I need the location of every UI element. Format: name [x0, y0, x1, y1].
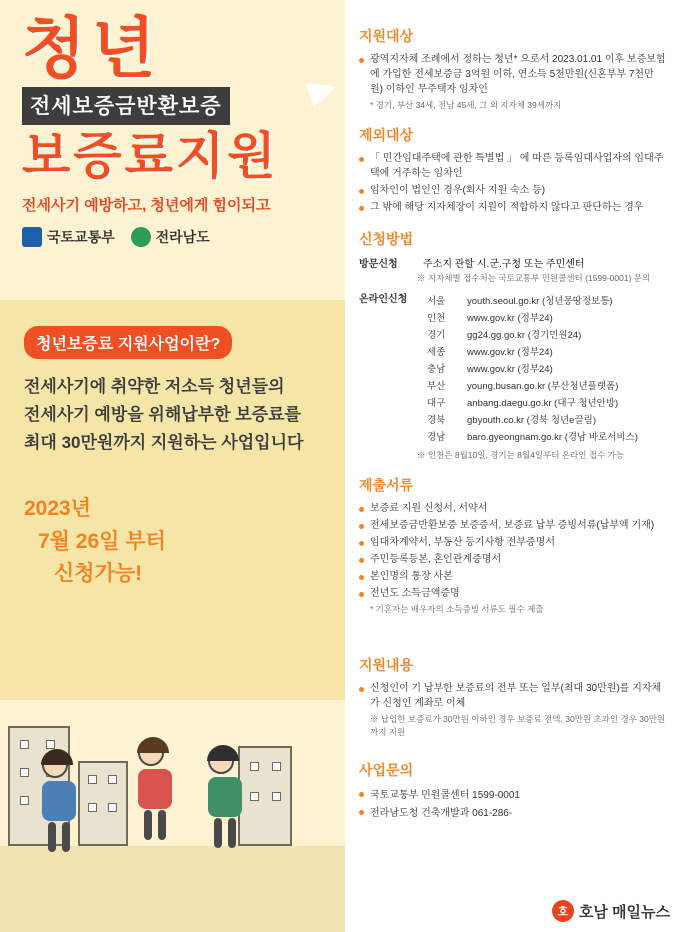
person-body-icon	[208, 777, 242, 817]
logo-molit-label: 국토교통부	[47, 229, 115, 246]
person-head-icon	[208, 748, 234, 774]
window-icon	[46, 740, 55, 749]
region-cell: 인천	[427, 313, 446, 325]
section-contact	[359, 760, 666, 819]
list-item: 전세보증금반환보증 보증증서, 보증료 납부 증빙서류(납부액 기재)	[359, 518, 666, 533]
section-support-note: ※ 납입한 보증료가 30만원 이하인 경우 보증료 전액, 30만원 초과인 경우 30만원까지 지원	[370, 714, 666, 737]
url-cell[interactable]: gg24.gg.go.kr (경기민원24)	[467, 330, 582, 342]
contact-item: 전라남도청 건축개발과 061-286-	[359, 804, 666, 819]
apply-visit-row	[359, 255, 666, 270]
section-support	[359, 655, 666, 738]
poster-title-primary: 청년	[22, 11, 162, 85]
date-line-year: 2023년	[24, 497, 92, 521]
logo-jeonnam-label: 전라남도	[155, 229, 210, 246]
title-block	[22, 11, 342, 247]
table-row	[423, 360, 642, 377]
url-cell[interactable]: youth.seoul.go.kr (청년몽땅정보통)	[467, 296, 613, 308]
window-icon	[250, 792, 259, 801]
section-target-note: * 경기, 부산 34세, 전남 45세, 그 외 지자체 39세까지	[370, 100, 562, 110]
apply-visit-value: 주소지 관할 시.군.구청 또는 주민센터	[423, 259, 585, 271]
summary-line-3: 최대 30만원까지 지원하는 사업입니다	[24, 433, 304, 453]
building-right	[238, 746, 292, 846]
list-item: 신청인이 기 납부한 보증료의 전부 또는 일부(최대 30만원)를 지자체가 신청인 계좌로 이체	[359, 681, 666, 711]
region-cell: 부산	[427, 381, 446, 393]
person-head-icon	[42, 752, 68, 778]
region-cell: 경기	[427, 330, 446, 342]
right-column	[345, 0, 680, 932]
section-documents	[359, 475, 666, 615]
poster-header	[0, 0, 345, 300]
list-item: 임대차계약서, 부동산 등기사항 전부증명서	[359, 535, 666, 550]
url-cell[interactable]: www.gov.kr (정부24)	[467, 313, 553, 325]
section-exclusion-list	[359, 151, 666, 215]
window-icon	[20, 796, 29, 805]
section-support-title: 지원내용	[359, 657, 414, 674]
list-item: 광역지자체 조례에서 정하는 청년* 으로서 2023.01.01 이후 보증보험에 가입한 전세보증금 3억원 이하, 연소득 5천만원(신혼부부 7천만원) 이하인 무주택자 임차인	[359, 52, 666, 97]
apply-visit-label: 방문신청	[359, 259, 398, 271]
person-illustration	[208, 748, 242, 817]
contact-item: 국토교통부 민원콜센터 1599-0001	[359, 786, 666, 801]
table-row	[423, 411, 642, 428]
region-cell: 충남	[427, 364, 446, 376]
list-item: 주민등록등본, 혼인관계증명서	[359, 552, 666, 567]
logo-molit	[22, 227, 115, 247]
url-cell[interactable]: young.busan.go.kr (부산청년플랫폼)	[467, 381, 619, 393]
hair-icon	[41, 749, 73, 765]
program-summary-text	[24, 373, 321, 457]
hair-icon	[207, 745, 239, 761]
person-leg-icon	[228, 818, 236, 848]
list-item: 보증료 지원 신청서, 서약서	[359, 501, 666, 516]
window-icon	[272, 792, 281, 801]
apply-online-table	[423, 292, 642, 445]
summary-line-2: 전세사기 예방을 위해납부한 보증료를	[24, 405, 301, 425]
watermark-label: 호남 매일뉴스	[578, 903, 670, 921]
date-line-action: 신청가능!	[54, 562, 143, 586]
section-target-list	[359, 52, 666, 97]
window-icon	[20, 740, 29, 749]
person-head-icon	[138, 740, 164, 766]
watermark	[552, 900, 670, 922]
table-row	[423, 309, 642, 326]
building-mid	[78, 761, 128, 846]
program-summary-badge: 청년보증료 지원사업이란?	[24, 326, 232, 359]
list-item: 그 밖에 해당 지자체장이 지원이 적합하지 않다고 판단하는 경우	[359, 200, 666, 215]
summary-line-1: 전세사기에 취약한 저소득 청년들의	[24, 377, 285, 396]
section-documents-title: 제출서류	[359, 476, 414, 493]
url-cell[interactable]: www.gov.kr (정부24)	[467, 364, 553, 376]
list-item: 전년도 소득금액증명	[359, 586, 666, 601]
table-row	[423, 428, 642, 445]
window-icon	[250, 762, 259, 771]
apply-visit-note: ※ 지자체별 접수처는 국토교통부 민원콜센터 (1599-0001) 문의	[417, 273, 651, 284]
person-body-icon	[42, 781, 76, 821]
list-item: 본인명의 통장 사본	[359, 569, 666, 584]
table-row	[423, 292, 642, 309]
person-illustration	[138, 740, 172, 809]
section-apply-title: 신청방법	[359, 231, 414, 248]
person-leg-icon	[144, 810, 152, 840]
region-cell: 서울	[427, 296, 446, 308]
apply-online-row	[359, 290, 666, 445]
illustration-band	[0, 700, 345, 932]
window-icon	[20, 768, 29, 777]
section-exclusion-title: 제외대상	[359, 127, 414, 144]
url-cell[interactable]: gbyouth.co.kr (경북 청년e끌림)	[467, 415, 596, 427]
region-cell: 세종	[427, 347, 446, 359]
section-target	[359, 26, 666, 111]
apply-online-label: 온라인신청	[359, 293, 408, 305]
list-item: 임차인이 법인인 경우(회사 지원 숙소 등)	[359, 183, 666, 198]
table-row	[423, 326, 642, 343]
url-cell[interactable]: www.gov.kr (정부24)	[467, 347, 553, 359]
logo-jeonnam	[131, 227, 210, 247]
hair-icon	[137, 737, 169, 753]
section-documents-list	[359, 501, 666, 601]
poster-tagline: 전세사기 예방하고, 청년에게 힘이되고	[22, 197, 271, 215]
person-leg-icon	[48, 822, 56, 852]
url-cell[interactable]: baro.gyeongnam.go.kr (경남 바로서비스)	[467, 432, 638, 444]
list-item: 「 민간임대주택에 관한 특별법 」 에 따른 등록임대사업자의 임대주택에 거주하는 임차인	[359, 151, 666, 181]
watermark-logo-icon: 호	[552, 900, 574, 922]
region-cell: 경북	[427, 415, 446, 427]
person-body-icon	[138, 769, 172, 809]
window-icon	[88, 775, 97, 784]
person-leg-icon	[62, 822, 70, 852]
person-leg-icon	[214, 818, 222, 848]
jeonnam-emblem-icon	[131, 227, 151, 247]
section-contact-title: 사업문의	[359, 761, 414, 778]
government-emblem-icon	[22, 227, 42, 247]
table-row	[423, 377, 642, 394]
region-cell: 경남	[427, 432, 446, 444]
window-icon	[88, 803, 97, 812]
apply-online-note: ※ 인천은 8월10일, 경기는 8월4일부터 온라인 접수 가능	[417, 449, 625, 460]
section-documents-note: * 기혼자는 배우자의 소득증빙 서류도 필수 제출	[370, 603, 544, 614]
section-support-list	[359, 681, 666, 711]
person-leg-icon	[158, 810, 166, 840]
person-illustration	[42, 752, 76, 821]
region-cell: 대구	[427, 398, 446, 410]
poster-title-bar: 전세보증금반환보증	[22, 87, 230, 125]
table-row	[423, 394, 642, 411]
window-icon	[108, 803, 117, 812]
url-cell[interactable]: anbang.daegu.go.kr (대구 청년안방)	[467, 398, 619, 410]
availability-date-block	[24, 493, 321, 591]
section-apply	[359, 229, 666, 461]
logo-row	[22, 227, 342, 247]
date-line-day: 7월 26일 부터	[38, 529, 166, 553]
window-icon	[108, 775, 117, 784]
section-target-title: 지원대상	[359, 28, 414, 44]
window-icon	[272, 762, 281, 771]
table-row	[423, 343, 642, 360]
poster-title-secondary: 보증료지원	[22, 128, 279, 185]
ground-shape	[0, 846, 345, 932]
section-exclusion	[359, 125, 666, 215]
program-summary-panel	[0, 300, 345, 720]
